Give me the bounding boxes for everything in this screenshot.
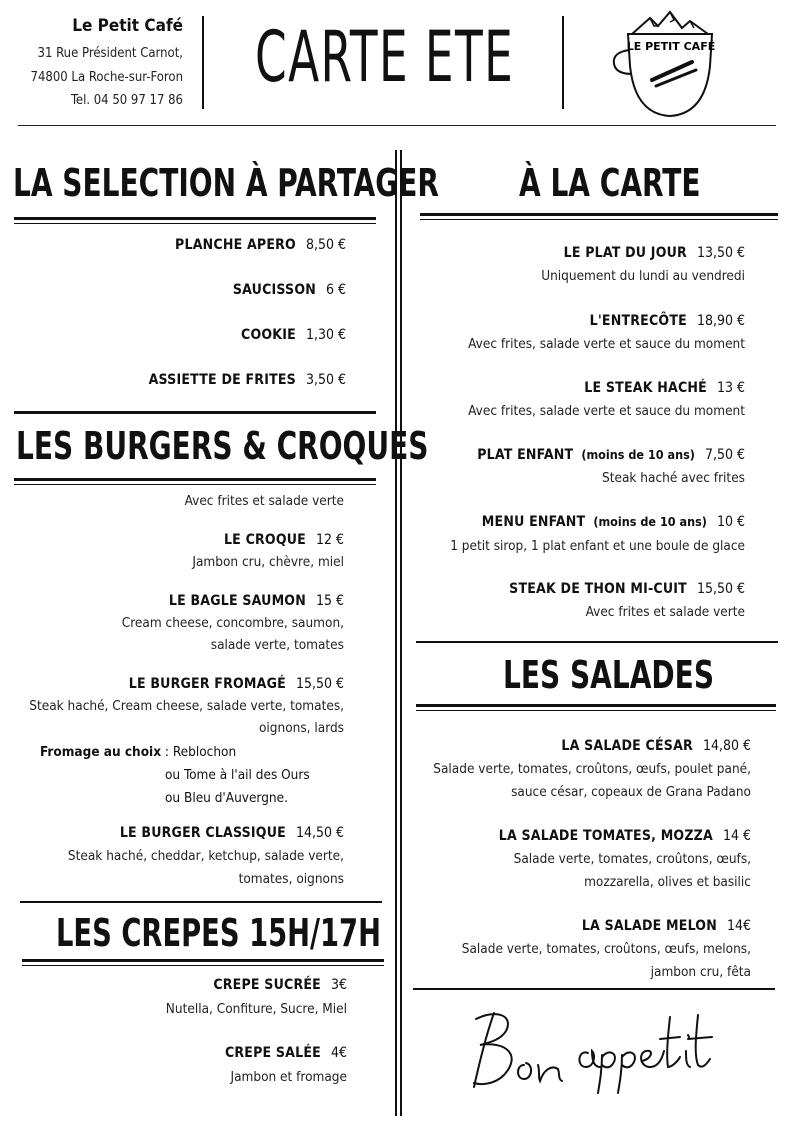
header-divider-left	[202, 16, 204, 109]
fromage-option: ou Bleu d'Auvergne.	[165, 790, 288, 806]
item-name: CREPE SUCRÉE	[213, 977, 321, 993]
item-description: 1 petit sirop, 1 plat enfant et une boule de glace	[450, 538, 745, 554]
address-line-2: 74800 La Roche-sur-Foron	[30, 70, 183, 85]
logo-text: LE PETIT CAFÉ	[626, 40, 716, 53]
item-name: LA SALADE TOMATES, MOZZA	[498, 828, 713, 844]
item-description: Steak haché, Cream cheese, salade verte, tomates,	[29, 698, 344, 714]
item-note: (moins de 10 ans)	[581, 447, 695, 462]
section-title-crepes: LES CREPES 15H/17H	[56, 911, 381, 955]
address-line-1: 31 Rue Président Carnot,	[37, 46, 183, 61]
section-intro: Avec frites et salade verte	[184, 493, 344, 509]
section-rule	[413, 988, 775, 990]
menu-item	[561, 739, 751, 753]
menu-item	[213, 978, 347, 992]
item-description: Jambon et fromage	[230, 1069, 347, 1085]
menu-item	[590, 314, 745, 328]
item-note: (moins de 10 ans)	[593, 514, 707, 529]
section-rule	[14, 217, 376, 224]
item-description: Avec frites, salade verte et sauce du moment	[468, 403, 745, 419]
menu-item	[129, 677, 344, 691]
section-title-selection: LA SELECTION À PARTAGER	[13, 161, 440, 205]
section-title-carte: À LA CARTE	[519, 161, 701, 205]
item-name: LE STEAK HACHÉ	[584, 380, 707, 396]
item-name: LE BURGER FROMAGÉ	[128, 676, 286, 692]
item-name: PLAT ENFANT	[477, 447, 574, 463]
item-price: 15,50 €	[696, 581, 745, 597]
item-description: Cream cheese, concombre, saumon,	[121, 615, 344, 631]
menu-item	[584, 381, 745, 395]
item-name: MENU ENFANT	[481, 514, 586, 530]
item-name: LA SALADE MELON	[581, 918, 717, 934]
item-name: PLANCHE APERO	[175, 237, 296, 253]
item-price: 13,50 €	[696, 245, 745, 261]
item-name: LA SALADE CÉSAR	[561, 738, 693, 754]
item-name: COOKIE	[241, 327, 296, 343]
item-description: jambon cru, fêta	[650, 964, 751, 980]
menu-item	[482, 515, 745, 529]
item-description: Steak haché avec frites	[602, 470, 745, 486]
section-rule	[416, 704, 776, 711]
item-description: Avec frites et salade verte	[585, 604, 745, 620]
menu-item	[564, 246, 745, 260]
item-description: salade verte, tomates	[210, 637, 344, 653]
item-price: 13 €	[716, 380, 745, 396]
header-divider-right	[562, 16, 564, 109]
item-price: 3,50 €	[305, 372, 346, 388]
item-name: LE BURGER CLASSIQUE	[119, 825, 286, 841]
item-description: Steak haché, cheddar, ketchup, salade verte,	[67, 848, 344, 864]
item-description: Salade verte, tomates, croûtons, œufs,	[513, 851, 751, 867]
section-rule	[14, 478, 376, 485]
menu-item	[477, 448, 745, 462]
menu-item	[225, 1046, 347, 1060]
item-price: 12 €	[315, 532, 344, 548]
item-description: tomates, oignons	[238, 871, 344, 887]
item-description: Salade verte, tomates, croûtons, œufs, melons,	[461, 941, 751, 957]
item-description: oignons, lards	[259, 720, 344, 736]
menu-item	[149, 373, 346, 387]
bon-appetit-signature	[466, 1005, 736, 1095]
section-title-burgers: LES BURGERS & CROQUES	[16, 424, 429, 468]
item-price: 15 €	[315, 593, 344, 609]
item-price: 1,30 €	[305, 327, 346, 343]
item-price: 15,50 €	[295, 676, 344, 692]
item-description: mozzarella, olives et basilic	[584, 874, 751, 890]
header-rule	[18, 125, 776, 126]
item-price: 10 €	[716, 514, 745, 530]
item-name: LE CROQUE	[223, 532, 306, 548]
item-name: L'ENTRECÔTE	[589, 313, 687, 329]
item-description: Salade verte, tomates, croûtons, œufs, poulet pané,	[433, 761, 751, 777]
column-divider-b	[400, 150, 402, 1116]
item-price: 4€	[330, 1045, 347, 1061]
item-name: STEAK DE THON MI-CUIT	[509, 581, 687, 597]
page-title: CARTE ETE	[255, 16, 515, 98]
item-price: 14€	[726, 918, 751, 934]
fromage-option: ou Tome à l'ail des Ours	[165, 767, 310, 783]
section-rule	[416, 641, 778, 643]
cafe-name: Le Petit Café	[72, 16, 183, 36]
menu-item	[175, 238, 346, 252]
section-rule	[420, 213, 778, 220]
item-description: sauce césar, copeaux de Grana Padano	[511, 784, 751, 800]
item-description: Nutella, Confiture, Sucre, Miel	[165, 1001, 347, 1017]
item-name: LE BAGLE SAUMON	[168, 593, 306, 609]
item-description: Jambon cru, chèvre, miel	[192, 554, 344, 570]
menu-item	[499, 829, 751, 843]
cafe-logo-icon	[610, 6, 730, 121]
menu-item	[582, 919, 751, 933]
item-description: Uniquement du lundi au vendredi	[541, 268, 745, 284]
menu-item	[224, 533, 344, 547]
section-rule	[14, 411, 376, 414]
item-price: 14,50 €	[295, 825, 344, 841]
fromage-choice	[40, 744, 236, 760]
fromage-label: Fromage au choix	[40, 744, 162, 760]
menu-item	[509, 582, 745, 596]
item-name: ASSIETTE DE FRITES	[148, 372, 296, 388]
menu-item	[120, 826, 344, 840]
section-title-salades: LES SALADES	[503, 653, 715, 697]
section-rule	[20, 901, 382, 903]
phone-number: Tel. 04 50 97 17 86	[70, 93, 183, 108]
item-price: 3€	[330, 977, 347, 993]
item-description: Avec frites, salade verte et sauce du moment	[468, 336, 745, 352]
item-price: 14,80 €	[702, 738, 751, 754]
item-name: CREPE SALÉE	[224, 1045, 321, 1061]
menu-item	[169, 594, 344, 608]
column-divider-a	[395, 150, 397, 1116]
item-price: 18,90 €	[696, 313, 745, 329]
menu-item	[233, 283, 346, 297]
item-price: 7,50 €	[704, 447, 745, 463]
item-name: SAUCISSON	[232, 282, 316, 298]
item-price: 14 €	[722, 828, 751, 844]
section-rule	[22, 959, 384, 966]
item-price: 8,50 €	[305, 237, 346, 253]
item-price: 6 €	[325, 282, 346, 298]
menu-item	[241, 328, 346, 342]
item-name: LE PLAT DU JOUR	[563, 245, 687, 261]
fromage-option: : Reblochon	[164, 744, 237, 760]
